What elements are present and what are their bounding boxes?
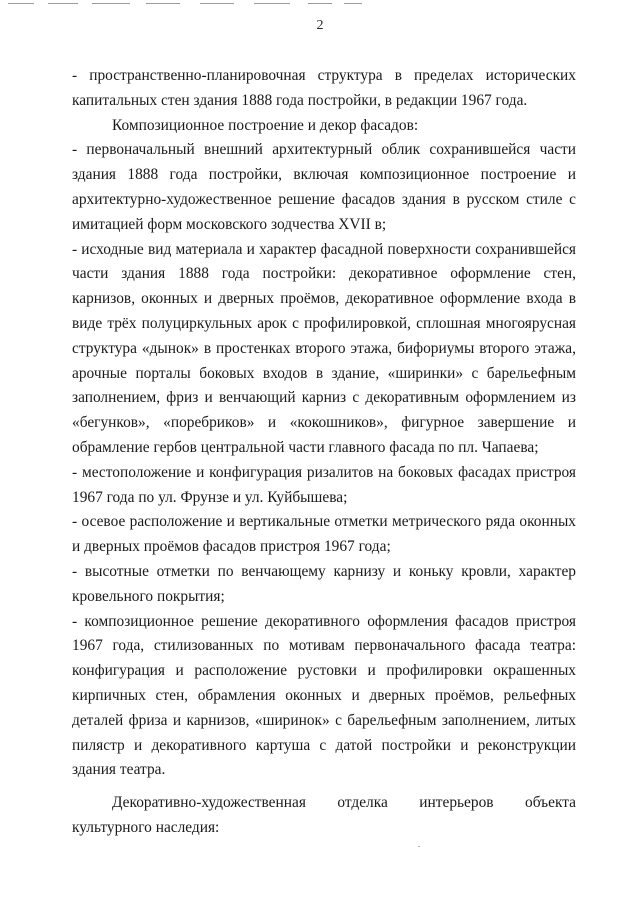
paragraph-extension-decoration: - композиционное решение декоративного оформления фасадов пристроя 1967 года, стилизованных по мотивам первоначального фасада театра: конфигурация и расположение рустовки и профилировки окрашенных кирпичных стен, обрамления оконных и дверных проёмов, рельефных деталей фриза и карнизов, «ширинок» с барельефным заполнением, литых пилястр и декоративного картуша с датой постройки и реконструкции здания театра. xyxy=(72,612,576,779)
scan-artifact xyxy=(418,846,420,847)
paragraph-planning-structure: - пространственно-планировочная структура в пределах исторических капитальных стен здания 1888 года постройки, в редакции 1967 года. xyxy=(72,67,576,109)
paragraph-openings-axes: - осевое расположение и вертикальные отметки метрического ряда оконных и дверных проёмов фасадов пристроя 1967 года; xyxy=(72,513,576,556)
paragraph-interior-heading: Декоративно-художественная отделка интерьеров объекта культурного наследия: xyxy=(72,794,576,836)
paragraph-original-appearance: - первоначальный внешний архитектурный облик сохранившейся части здания 1888 года постройки, включая композиционное построение и архитектурно-художественное решение фасадов здания в русском стиле с имитацией форм московского зодчества XVII в; xyxy=(72,141,576,233)
paragraph-risalits: - местоположение и конфигурация ризалитов на боковых фасадах пристроя 1967 года по ул. Фрунзе и ул. Куйбышева; xyxy=(72,463,576,506)
scan-header-marks xyxy=(8,2,368,6)
paragraph-facade-heading: Композиционное построение и декор фасадов: xyxy=(112,116,419,134)
document-body xyxy=(72,64,576,841)
paragraph-material-and-surface: - исходные вид материала и характер фасадной поверхности сохранившейся части здания 1888 года постройки: декоративное оформление стен, карнизов, оконных и дверных проёмов, декоративное оформление входа в виде трёх полуциркульных арок с профилировкой, сплошная многоярусная структура «дынок» в простенках второго этажа, бифориумы второго этажа, арочные порталы боковых входов в здание, «ширинки» с барельефным заполнением, фриз и венчающий карниз с декоративным оформлением из «бегунков», «поребриков» и «кокошников», фигурное завершение и обрамление гербов центральной части главного фасада по пл. Чапаева; xyxy=(72,240,576,456)
paragraph-height-marks: - высотные отметки по венчающему карнизу и коньку кровли, характер кровельного покрытия; xyxy=(72,562,576,605)
page-number: 2 xyxy=(316,18,324,33)
